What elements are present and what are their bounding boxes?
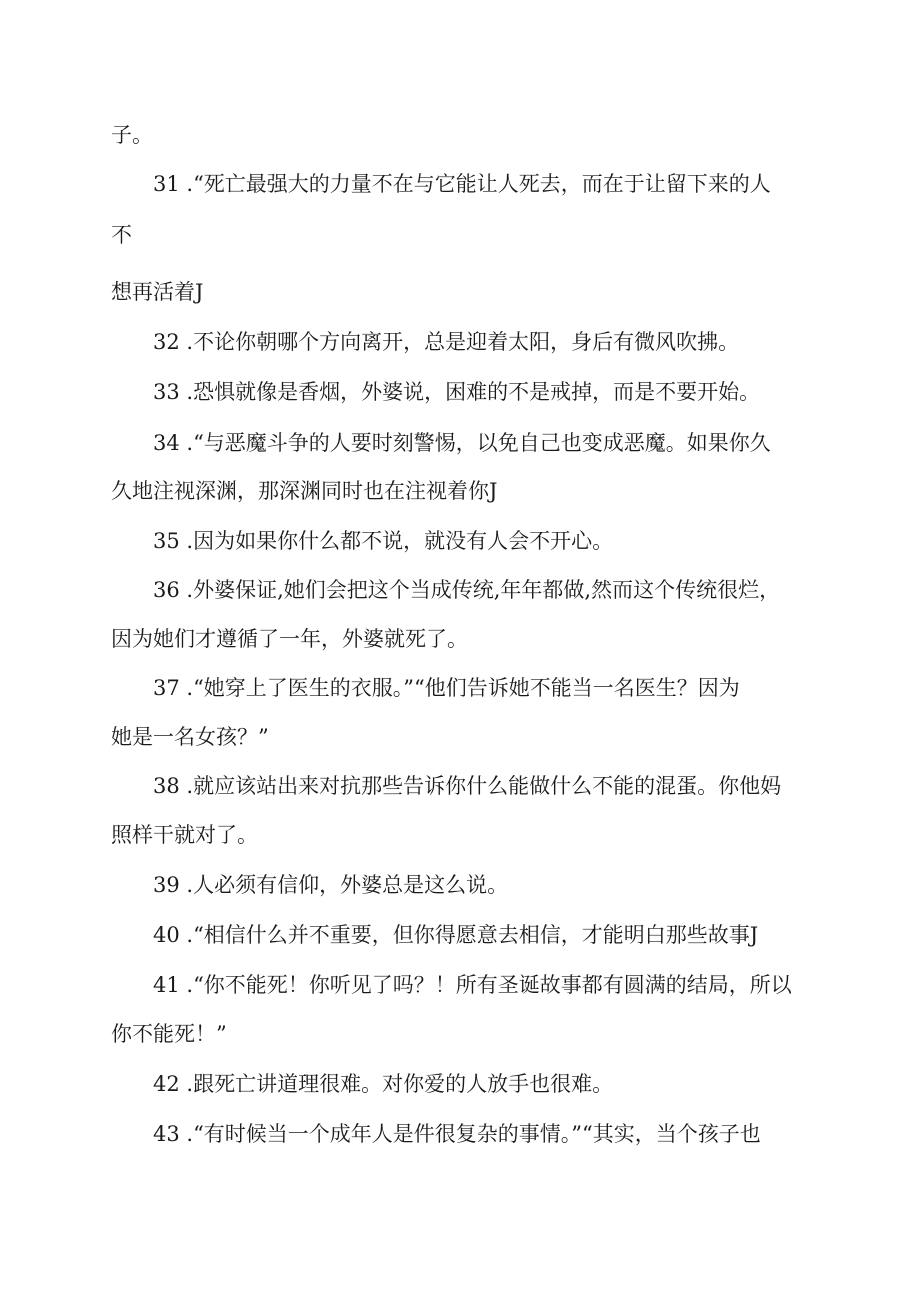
text-line: 因为她们才遵循了一年，外婆就死了。 [111,627,468,651]
text-line: 久地注视深渊，那深渊同时也在注视着你J [111,479,498,503]
text-line: 33 .恐惧就像是香烟，外婆说，困难的不是戒掉，而是不要开始。 [153,380,761,404]
text-line: 34 .“与恶魔斗争的人要时刻警惕，以免自己也变成恶魔。如果你久 [153,431,771,455]
text-line: 43 .“有时候当一个成年人是件很复杂的事情。”“其实，当个孩子也 [153,1122,761,1146]
text-line: 31 .“死亡最强大的力量不在与它能让人死去，而在于让留下来的人 [153,172,771,196]
text-line: 想再活着J [111,280,204,304]
text-line: 39 .人必须有信仰，外婆总是这么说。 [153,873,509,897]
text-line: 38 .就应该站出来对抗那些告诉你什么能做什么不能的混蛋。你他妈 [153,774,782,798]
text-line: 40 .“相信什么并不重要，但你得愿意去相信，才能明白那些故事J [153,923,759,947]
text-line: 32 .不论你朝哪个方向离开，总是迎着太阳，身后有微风吹拂。 [153,330,740,354]
text-line: 她是一名女孩？” [111,725,269,749]
text-line: 42 .跟死亡讲道理很难。对你爱的人放手也很难。 [153,1072,614,1096]
text-line: 照样干就对了。 [111,823,258,847]
text-line: 你不能死！” [111,1022,227,1046]
text-line: 不 [111,223,132,247]
text-line: 36 .外婆保证,她们会把这个当成传统,年年都做,然而这个传统很烂， [153,578,781,602]
text-line: 37 .“她穿上了医生的衣服。”“他们告诉她不能当一名医生？因为 [153,676,740,700]
text-line: 41 .“你不能死！你听见了吗？！所有圣诞故事都有圆满的结局，所以 [153,973,792,997]
text-line: 子。 [111,123,153,147]
text-line: 35 .因为如果你什么都不说，就没有人会不开心。 [153,529,614,553]
